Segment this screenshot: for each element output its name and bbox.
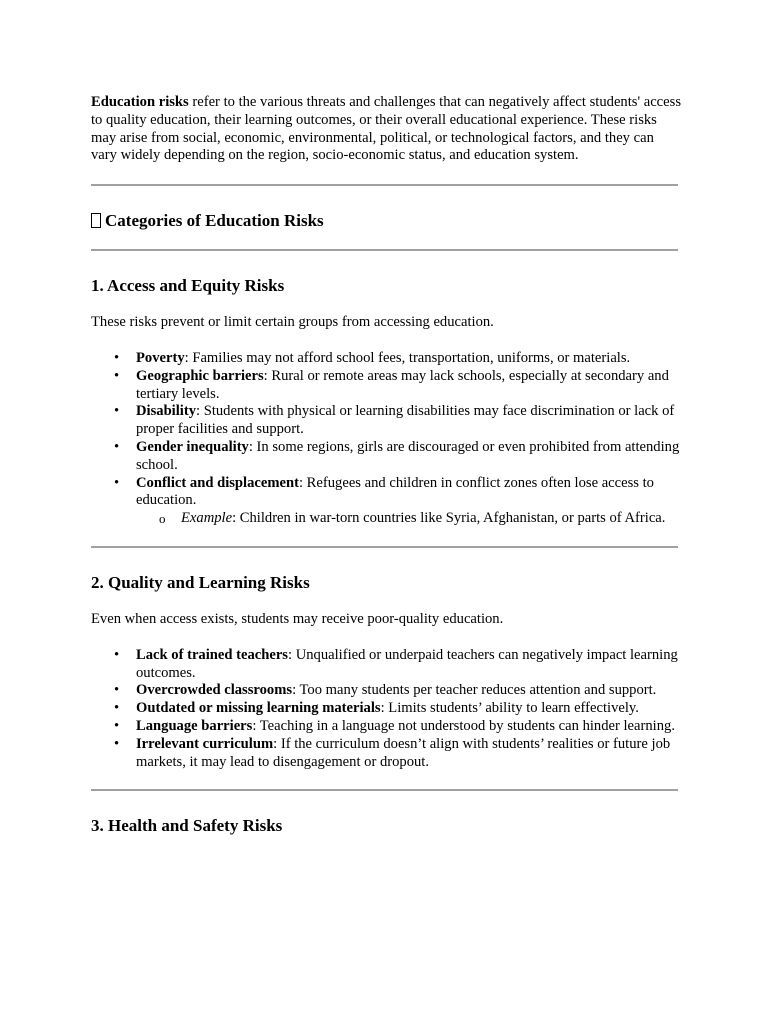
categories-heading — [91, 211, 681, 231]
list-item-text: : Refugees and children in conflict zones often lose access to education. — [136, 474, 654, 509]
list-item — [136, 718, 681, 736]
section-heading-quality: 2. Quality and Learning Risks — [91, 572, 310, 592]
list-item-term: Disability — [136, 403, 197, 420]
sub-list — [136, 510, 681, 528]
list-item-term: Irrelevant curriculum — [136, 735, 274, 752]
list-item-text: : In some regions, girls are discouraged or even prohibited from attending school. — [136, 438, 680, 473]
list-item — [136, 682, 681, 700]
list-item-term: Overcrowded classrooms — [136, 682, 293, 699]
intro-term: Education risks — [91, 94, 189, 110]
intro-paragraph — [91, 94, 681, 165]
section-lead: These risks prevent or limit certain groups from accessing education. — [91, 314, 494, 331]
list-item-text: : Too many students per teacher reduces attention and support. — [292, 682, 657, 699]
list-item-text: : Unqualified or underpaid teachers can negatively impact learning outcomes. — [136, 646, 678, 681]
document-body — [91, 94, 681, 836]
list-item — [136, 350, 681, 368]
list-item — [136, 736, 681, 772]
bullet-list — [91, 647, 681, 772]
list-item-term: Lack of trained teachers — [136, 646, 288, 663]
categories-title: Categories of Education Risks — [105, 211, 324, 231]
list-item-term: Poverty — [136, 349, 185, 366]
intro-text: refer to the various threats and challenges that can negatively affect students' access to quality education, their learning outcomes, or their overall educational experience. These risks may arise from social, economic, environmental, political, or technological factors, and they can vary widely depending on the region, socio-economic status, and education system. — [91, 94, 681, 164]
bullet-list — [91, 350, 681, 528]
list-item-text: : Rural or remote areas may lack schools, especially at secondary and tertiary levels. — [136, 367, 669, 402]
list-item — [136, 403, 681, 439]
list-item-text: : Limits students’ ability to learn effectively. — [380, 700, 639, 717]
sub-list-item — [181, 510, 681, 528]
section-heading-health: 3. Health and Safety Risks — [91, 816, 283, 836]
list-item-term: Geographic barriers — [136, 367, 264, 384]
section-heading-access: 1. Access and Equity Risks — [91, 276, 285, 296]
list-item — [136, 439, 681, 475]
list-item — [136, 700, 681, 718]
list-item-term: Conflict and displacement — [136, 474, 299, 491]
list-item-term: Gender inequality — [136, 438, 249, 455]
list-item-term: Outdated or missing learning materials — [136, 700, 381, 717]
list-item-term: Language barriers — [136, 717, 253, 734]
list-item — [136, 647, 681, 683]
list-item-text: : Students with physical or learning disabilities may face discrimination or lack of proper facilities and support. — [136, 403, 675, 438]
list-item-text: : Families may not afford school fees, transportation, uniforms, or materials. — [184, 349, 631, 366]
list-item-text: : Teaching in a language not understood by students can hinder learning. — [252, 717, 675, 734]
list-item — [136, 368, 681, 404]
section-lead: Even when access exists, students may receive poor-quality education. — [91, 610, 504, 627]
list-item-text: : If the curriculum doesn’t align with students’ realities or future job markets, it may lead to disengagement or dropout. — [136, 735, 671, 770]
example-text: : Children in war-torn countries like Syria, Afghanistan, or parts of Africa. — [232, 510, 666, 527]
missing-glyph-icon — [91, 213, 101, 228]
list-item — [136, 475, 681, 528]
example-label: Example — [181, 510, 233, 527]
